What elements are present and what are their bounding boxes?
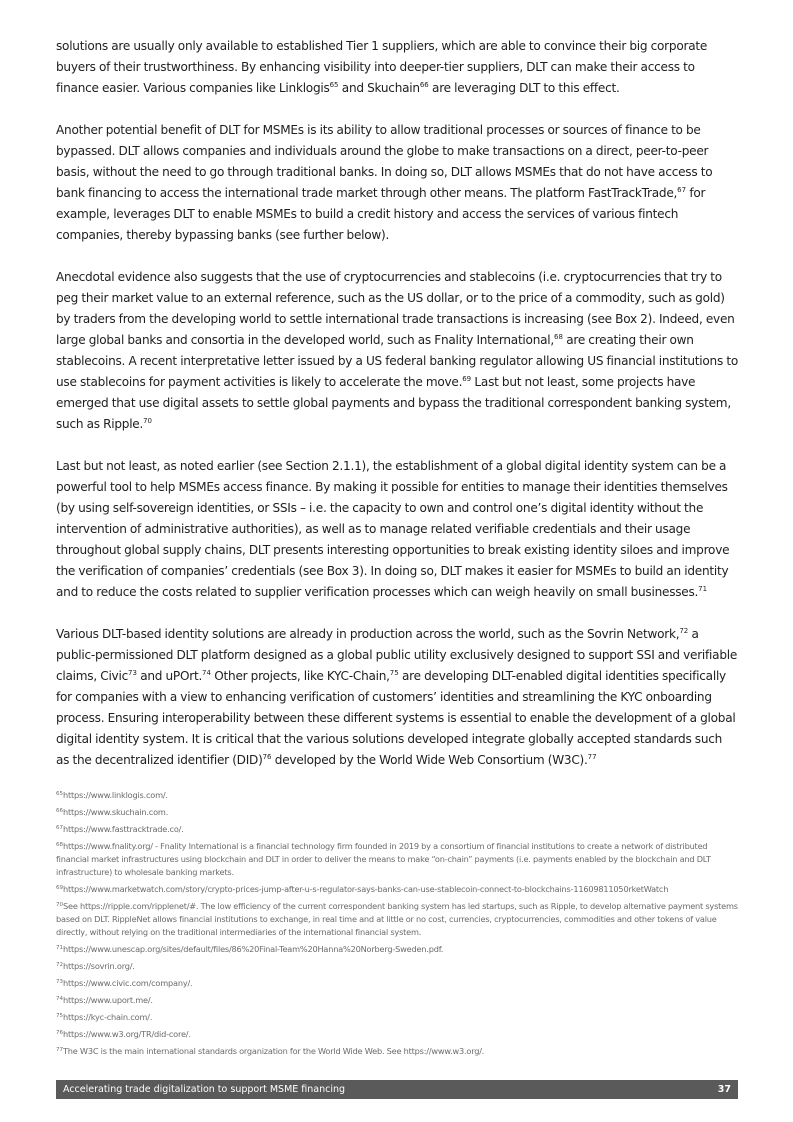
paragraph-text: are developing DLT-enabled digital identities specifically for companies with a view to enhancing verification of customers’ identities and streamlining the KYC onboarding process. Ensuring interoperability between these different systems is essential to enable the development of a global digital identity system. It is critical that the various solutions developed integrate globally accepted standards such as the decentralized identifier (DID) (56, 669, 736, 767)
footnote (56, 1045, 738, 1058)
footnote-number: 74 (56, 996, 63, 1002)
footnote-ref: 70 (143, 417, 153, 425)
footnote (56, 1028, 738, 1041)
paragraph-text: and uPOrt. (136, 669, 203, 683)
footnote (56, 823, 738, 836)
paragraph (56, 624, 738, 771)
footnote (56, 789, 738, 802)
footnote-text: https://www.civic.com/company/. (63, 978, 193, 988)
footnote-ref: 66 (419, 81, 429, 89)
paragraph-text: developed by the World Wide Web Consortium (W3C). (271, 753, 588, 767)
footnote (56, 900, 738, 939)
footnote-number: 71 (56, 945, 63, 951)
footnote-ref: 72 (679, 627, 689, 635)
footnotes (56, 789, 738, 1058)
footnote-ref: 75 (389, 669, 399, 677)
page-number: 37 (717, 1084, 731, 1095)
footer-title: Accelerating trade digitalization to support MSME financing (63, 1084, 346, 1095)
footnote-ref: 76 (262, 753, 272, 761)
footnote-text: https://www.w3.org/TR/did-core/. (63, 1029, 191, 1039)
main-content (56, 36, 738, 1062)
footnote (56, 943, 738, 956)
footnote-number: 75 (56, 1013, 63, 1019)
footnote-ref: 77 (587, 753, 597, 761)
footnote (56, 994, 738, 1007)
paragraph-text: Last but not least, some projects have emerged that use digital assets to settle global payments and bypass the traditional correspondent banking system, such as Ripple. (56, 375, 731, 431)
footnote-number: 65 (56, 791, 63, 797)
footnote-text: https://www.skuchain.com. (63, 807, 169, 817)
paragraph (56, 267, 738, 435)
paragraph-text: solutions are usually only available to established Tier 1 suppliers, which are able to convince their big corporate buyers of their trustworthiness. By enhancing visibility into deeper-tier suppliers, DLT can make their access to finance easier. Various companies like Linklogis (56, 39, 708, 95)
footnote-text: https://sovrin.org/. (63, 961, 135, 971)
footnote-number: 66 (56, 808, 63, 814)
paragraph-text: are creating their own stablecoins. A recent interpretative letter issued by a US federal banking regulator allowing US financial institutions to use stablecoins for payment activities is likely to accelerate the move. (56, 333, 738, 389)
footer-bar (56, 1080, 738, 1099)
footnote-text: https://www.marketwatch.com/story/crypto-prices-jump-after-u-s-regulator-says-banks-can-use-stablecoin-connect-to-blockchains-11609811050rketWatch (63, 884, 669, 894)
footnote-ref: 71 (698, 585, 708, 593)
paragraph-text: Anecdotal evidence also suggests that the use of cryptocurrencies and stablecoins (i.e. cryptocurrencies that try to peg their market value to an external reference, such as the US dollar, or to the price of a commodity, such as gold) by traders from the developing world to settle international trade transactions is increasing (see Box 2). Indeed, even large global banks and consortia in the developed world, such as Fnality International, (56, 270, 735, 347)
footnote (56, 960, 738, 973)
footnote-ref: 68 (553, 333, 563, 341)
footnote-number: 70 (56, 902, 63, 908)
footnote-number: 72 (56, 962, 63, 968)
footnote-number: 77 (56, 1047, 63, 1053)
paragraph (56, 120, 738, 246)
paragraph-text: Various DLT-based identity solutions are already in production across the world, such as the Sovrin Network, (56, 627, 680, 641)
footnote-text: https://www.fasttracktrade.co/. (63, 824, 184, 834)
footnote-text: See https://ripple.com/ripplenet/#. The low efficiency of the current correspondent banking system has led startups, such as Ripple, to develop alternative payment systems based on DLT. RippleNet allows financial institutions to exchange, in real time and at little or no cost, currencies, cryptocurrencies, commodities and other tokens of value directly, without relying on the traditional intermediaries of the international financial system. (56, 901, 738, 937)
footnote-text: The W3C is the main international standards organization for the World Wide Web. See https://www.w3.org/. (63, 1046, 485, 1056)
footnote-ref: 65 (329, 81, 339, 89)
paragraph (56, 36, 738, 99)
body-text (56, 36, 738, 771)
footnote-ref: 74 (202, 669, 211, 677)
paragraph (56, 456, 738, 603)
footnote (56, 1011, 738, 1024)
paragraph-text: for example, leverages DLT to enable MSMEs to build a credit history and access the services of various fintech companies, thereby bypassing banks (see further below). (56, 186, 706, 242)
footnote-text: https://www.unescap.org/sites/default/files/86%20Final-Team%20Hanna%20Norberg-Sweden.pdf. (63, 944, 444, 954)
footnote-ref: 73 (127, 669, 137, 677)
footnote (56, 883, 738, 896)
footnote-number: 68 (56, 842, 63, 848)
footnote-number: 69 (56, 885, 63, 891)
paragraph-text: Other projects, like KYC-Chain, (210, 669, 390, 683)
footnote-text: https://www.uport.me/. (63, 995, 153, 1005)
footnote-number: 76 (56, 1030, 63, 1036)
paragraph-text: Last but not least, as noted earlier (see Section 2.1.1), the establishment of a global digital identity system can be a powerful tool to help MSMEs access finance. By making it possible for entities to manage their identities themselves (by using self-sovereign identities, or SSIs – i.e. the capacity to own and control one’s digital identity without the intervention of administrative authorities), as well as to manage related verifiable credentials and their usage throughout global supply chains, DLT presents interesting opportunities to break existing identity siloes and improve the verification of companies’ credentials (see Box 3). In doing so, DLT makes it easier for MSMEs to build an identity and to reduce the costs related to supplier verification processes which can weigh heavily on small businesses. (56, 459, 730, 599)
footnote-text: https://www.linklogis.com/. (63, 790, 168, 800)
paragraph-text: and Skuchain (338, 81, 420, 95)
footnote-text: https://www.fnality.org/ - Fnality International is a financial technology firm founded in 2019 by a consortium of financial institutions to create a network of distributed financial market infrastructures using blockchain and DLT in order to deliver the means to make “on-chain” payments (i.e. payments enabled by the blockchain and DLT infrastructure) to wholesale banking markets. (56, 841, 711, 877)
footnote-ref: 69 (462, 375, 472, 383)
paragraph-text: Another potential benefit of DLT for MSMEs is its ability to allow traditional processes or sources of finance to be bypassed. DLT allows companies and individuals around the globe to make transactions on a direct, peer-to-peer basis, without the need to go through traditional banks. In doing so, DLT allows MSMEs that do not have access to bank financing to access the international trade market through other means. The platform FastTrackTrade, (56, 123, 713, 200)
footnote-number: 67 (56, 825, 63, 831)
footnote-number: 73 (56, 979, 63, 985)
footnote-ref: 67 (677, 186, 687, 194)
footnote (56, 806, 738, 819)
footnote-text: https://kyc-chain.com/. (63, 1012, 153, 1022)
footnote (56, 840, 738, 879)
paragraph-text: a public-permissioned DLT platform designed as a global public utility exclusively designed to support SSI and verifiable claims, Civic (56, 627, 738, 683)
paragraph-text: are leveraging DLT to this effect. (428, 81, 620, 95)
footnote (56, 977, 738, 990)
